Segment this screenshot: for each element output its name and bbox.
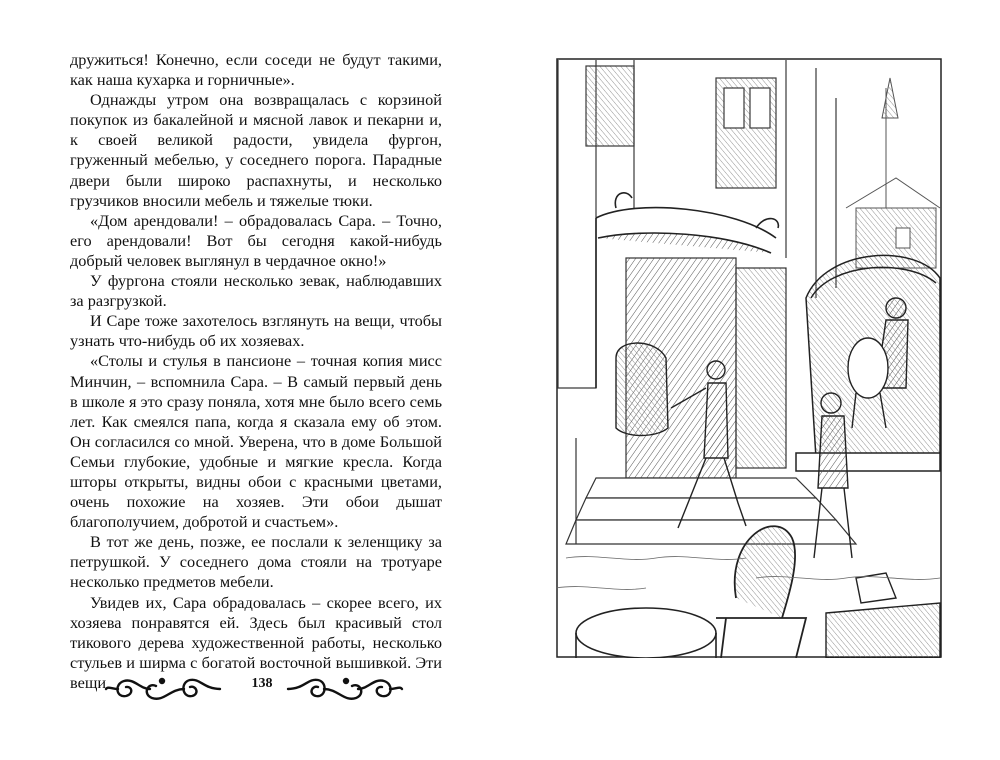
right-page <box>500 0 1000 760</box>
paragraph: В тот же день, позже, ее послали к зеленщику за петрушкой. У соседнего дома стояли на тротуаре несколько предметов мебели. <box>70 532 442 592</box>
page-number: 138 <box>251 676 273 691</box>
page-footer <box>104 672 450 708</box>
paragraph: «Столы и стулья в пансионе – точная копия мисс Минчин, – вспомнила Сара. – В самый первый день в школе я это сразу поняла, хотя мне было всего семь лет. Как смеялся папа, когда я сказала ему об этом. Он согласился со мной. Уверена, что в доме Большой Семьи глубокие, удобные и мягкие кресла. Когда шторы открыты, видны обои с красными цветами, очень похожие на хозяев. Эти обои дышат благополучием, добротой и счастьем». <box>70 351 442 532</box>
sketch-illustration <box>556 58 942 658</box>
right-flourish-icon <box>284 672 404 706</box>
foreground-table <box>576 608 716 658</box>
paragraph: Однажды утром она возвращалась с корзиной покупок из бакалейной и мясной лавок и пекарни и, к своей великой радости, увидела фургон, груженный мебелью, у соседнего порога. Парадные двери были широко распахнуты, и несколько грузчиков вносили мебель и тяжелые тюки. <box>70 90 442 210</box>
paragraph: дружиться! Конечно, если соседи не будут такими, как наша кухарка и горничные». <box>70 50 442 90</box>
paragraph: Увидев их, Сара обрадовалась – скорее всего, их хозяева понравятся ей. Здесь был красивый стол тикового дерева художественной работы, несколько стульев и ширма с богатой восточной вышивкой. Эти вещи <box>70 592 442 692</box>
body-text <box>70 50 442 693</box>
left-flourish-icon <box>104 672 224 706</box>
paragraph: И Саре тоже захотелось взглянуть на вещи, чтобы узнать что-нибудь об их хозяевах. <box>70 311 442 351</box>
paragraph: У фургона стояли несколько зевак, наблюдавших за разгрузкой. <box>70 271 442 311</box>
paragraph: «Дом арендовали! – обрадовалась Сара. – Точно, его арендовали! Вот бы сегодня какой-нибудь добрый человек выглянул в чердачное окно!» <box>70 210 442 270</box>
